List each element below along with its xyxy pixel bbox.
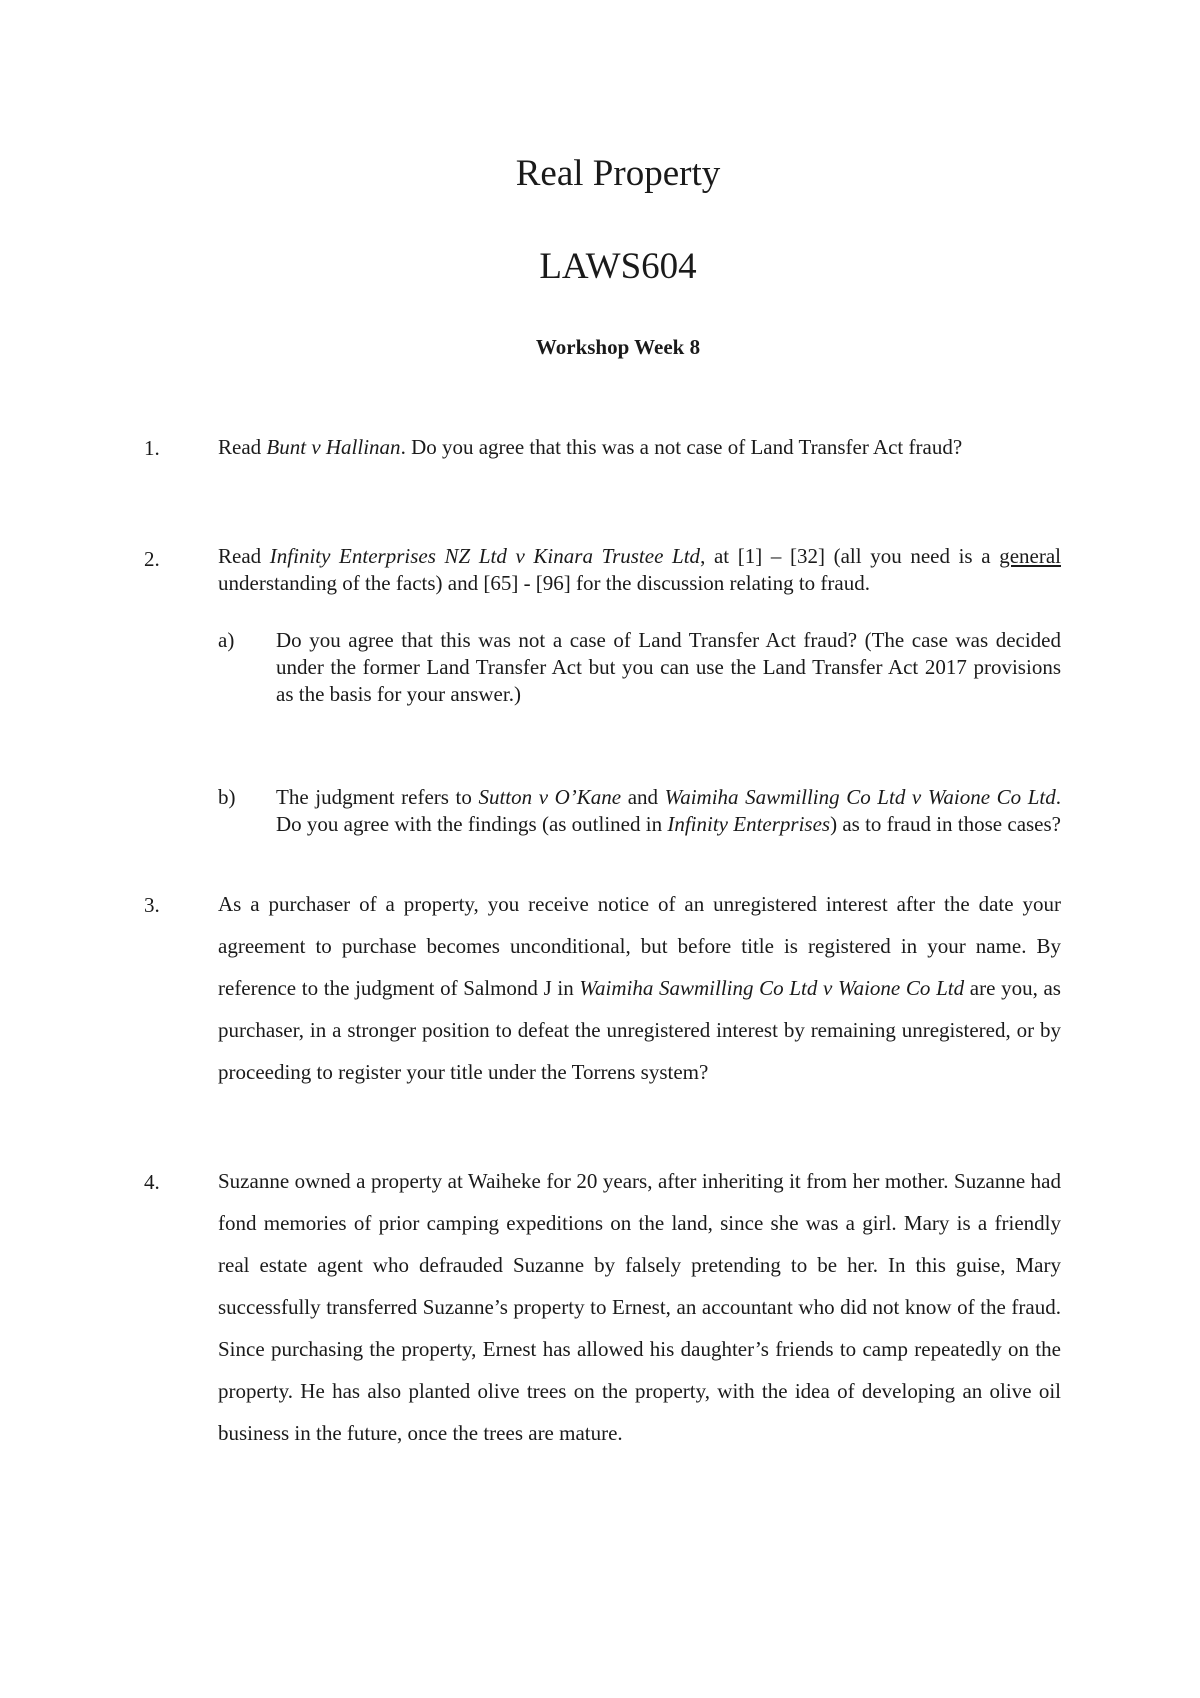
- case-name: Bunt v Hallinan: [266, 435, 401, 459]
- question-2b-text: [276, 784, 1061, 838]
- question-1-text: [218, 426, 1061, 468]
- case-name: Waimiha Sawmilling Co Ltd v Waione Co Ltd: [579, 976, 965, 1000]
- question-2-pre: Read: [218, 544, 270, 568]
- course-title: Real Property: [515, 153, 721, 194]
- course-code: LAWS604: [539, 246, 697, 287]
- question-3-number: 3.: [144, 893, 160, 917]
- question-3-post: are you, as purchaser, in a stronger position to defeat the unregistered interest by remaining unregistered, or by proceeding to register your title under the Torrens system?: [218, 976, 1061, 1084]
- question-2b-mid: . Do you agree with the findings (as outlined in: [276, 785, 1061, 836]
- question-2-post: understanding of the facts) and [65] - [96] for the discussion relating to fraud.: [218, 571, 870, 595]
- question-2a-label: a): [218, 628, 235, 652]
- question-2b-label: b): [218, 785, 236, 809]
- case-name: Sutton v O’Kane: [478, 785, 622, 809]
- question-1-post: . Do you agree that this was a not case of Land Transfer Act fraud?: [400, 435, 963, 459]
- question-2b-and: and: [621, 785, 665, 809]
- question-1-pre: Read: [218, 435, 267, 459]
- case-name: Infinity Enterprises: [667, 812, 831, 836]
- question-2-number: 2.: [144, 547, 160, 571]
- question-2-mid: , at [1] – [32] (all you need is a: [700, 544, 1000, 568]
- question-2b-post: ) as to fraud in those cases?: [830, 812, 1061, 836]
- question-1-number: 1.: [144, 436, 160, 460]
- underlined-word: general: [999, 544, 1061, 568]
- question-2-text: [218, 543, 1061, 597]
- case-name: Infinity Enterprises NZ Ltd v Kinara Trustee Ltd: [269, 544, 701, 568]
- question-4-text: Suzanne owned a property at Waiheke for 20 years, after inheriting it from her mother. Suzanne had fond memories of prior camping expeditions on the land, since she was a girl. Mary is a friendly real estate agent who defrauded Suzanne by falsely pretending to be her. In this guise, Mary successfully transferred Suzanne’s property to Ernest, an accountant who did not know of the fraud. Since purchasing the property, Ernest has allowed his daughter’s friends to camp repeatedly on the property. He has also planted olive trees on the property, with the idea of developing an olive oil business in the future, once the trees are mature.: [218, 1169, 1061, 1445]
- question-3-pre: As a purchaser of a property, you receive notice of an unregistered interest after the date your agreement to purchase becomes unconditional, but before title is registered in your name. By reference to the judgment of Salmond J in: [218, 892, 1061, 1000]
- question-4-number: 4.: [144, 1170, 160, 1194]
- question-2a-text: Do you agree that this was not a case of Land Transfer Act fraud? (The case was decided under the former Land Transfer Act but you can use the Land Transfer Act 2017 provisions as the basis for your answer.): [276, 628, 1061, 706]
- case-name: Waimiha Sawmilling Co Ltd v Waione Co Ltd: [664, 785, 1056, 809]
- workshop-heading: Workshop Week 8: [535, 335, 701, 359]
- question-2b-pre: The judgment refers to: [276, 785, 479, 809]
- question-3-text: [218, 883, 1061, 1093]
